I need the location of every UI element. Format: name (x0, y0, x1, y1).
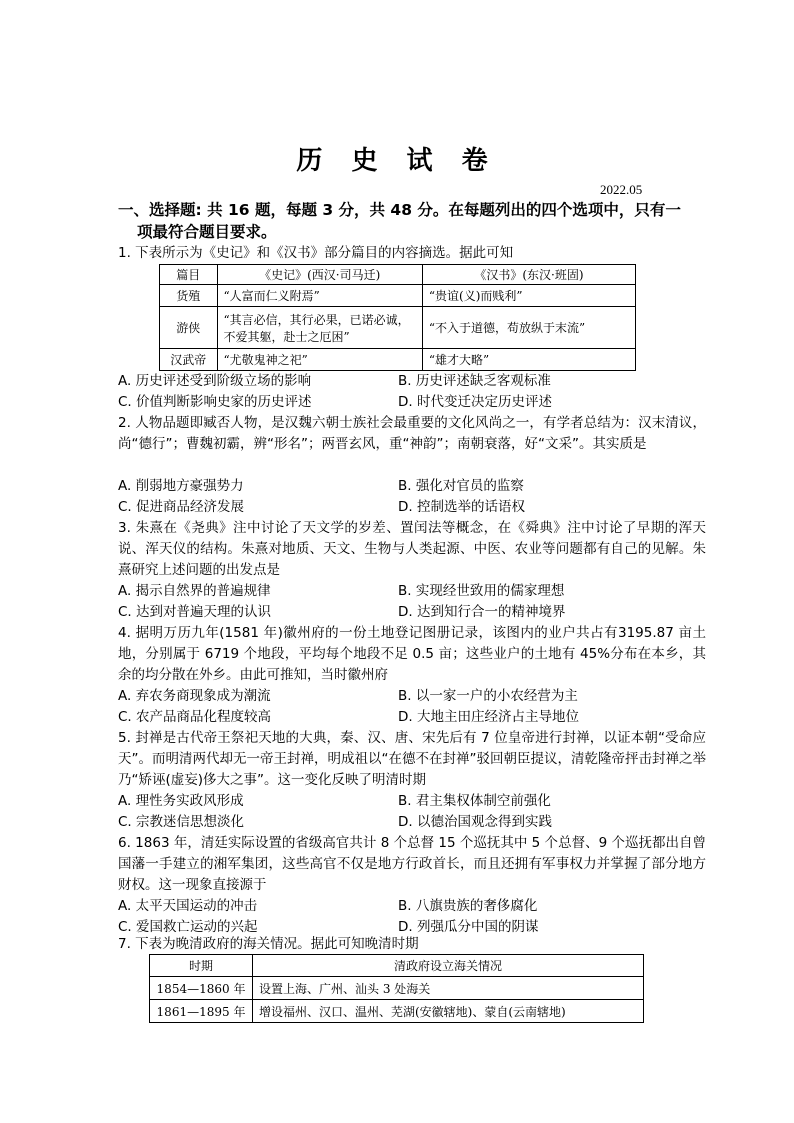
table-header: 《汉书》(东汉·班固) (422, 265, 635, 285)
table-cell: 1861—1895 年 (150, 1000, 253, 1023)
question-3-stem: 3. 朱熹在《尧典》注中讨论了天文学的岁差、置闰法等概念，在《舜典》注中讨论了早期的浑天说、浑天仪的结构。朱熹对地质、天文、生物与人类起源、中医、农业等问题都有自己的见解。朱熹研究上述问题的出发点是 (118, 520, 706, 578)
option-b: B. 实现经世致用的儒家理想 (398, 583, 565, 599)
table-cell: 游侠 (160, 307, 218, 349)
question-2-options (118, 476, 706, 518)
table-row (160, 349, 636, 371)
question-7-stem: 7. 下表为晚清政府的海关情况。据此可知晚清时期 (118, 936, 419, 952)
option-a: A. 揭示自然界的普遍规律 (118, 583, 271, 599)
table-header-row (150, 955, 644, 977)
table-cell: “尤敬鬼神之祀” (217, 349, 422, 371)
table-cell: 设置上海、广州、汕头 3 处海关 (253, 977, 644, 1000)
table-cell: 增设福州、汉口、温州、芜湖(安徽辖地)、蒙自(云南辖地) (253, 1000, 644, 1023)
table-cell: 1854—1860 年 (150, 977, 253, 1000)
option-c: C. 促进商品经济发展 (118, 499, 245, 515)
table-cell: 汉武帝 (160, 349, 218, 371)
question-6-stem: 6. 1863 年，清廷实际设置的省级高官共计 8 个总督 15 个巡抚其中 5 个总督、9 个巡抚都出自曾国藩一手建立的湘军集团，这些高官不仅是地方行政首长，而且还拥有军事权力并掌握了部分地方财权。这一现象直接源于 (118, 835, 706, 893)
option-d: D. 控制选举的话语权 (398, 499, 525, 515)
question-2-stem: 2. 人物品题即臧否人物，是汉魏六朝士族社会最重要的文化风尚之一，有学者总结为：汉末清议，尚“德行”；曹魏初霸，辨“形名”；两晋玄风，重“神韵”；南朝衰落，好“文采”。其实质是 (118, 415, 706, 452)
option-c: C. 达到对普遍天理的认识 (118, 604, 272, 620)
table-cell: “其言必信，其行必果，已诺必诚，不爱其躯，赴士之厄困” (217, 307, 422, 349)
section-heading-line1: 一、选择题: 共 16 题，每题 3 分，共 48 分。在每题列出的四个选项中，只有一 (118, 201, 681, 219)
table-row (150, 1000, 644, 1023)
question-7-table (149, 954, 644, 1023)
table-row (160, 307, 636, 349)
option-d: D. 以德治国观念得到实践 (398, 814, 552, 830)
table-cell: “贵谊(义)而贱利” (422, 285, 635, 307)
table-header: 清政府设立海关情况 (253, 955, 644, 977)
option-a: A. 理性务实政风形成 (118, 793, 244, 809)
section-heading (118, 199, 708, 243)
table-cell: “不入于道德，苟放纵于末流” (422, 307, 635, 349)
option-a: A. 太平天国运动的冲击 (118, 898, 258, 914)
option-d: D. 列强瓜分中国的阴谋 (398, 919, 539, 935)
option-a: A. 历史评述受到阶级立场的影响 (118, 373, 312, 389)
table-row (160, 285, 636, 307)
option-a: A. 弃农务商现象成为潮流 (118, 688, 271, 704)
option-d: D. 大地主田庄经济占主导地位 (398, 709, 579, 725)
question-6-options (118, 896, 706, 938)
option-c: C. 宗教迷信思想淡化 (118, 814, 245, 830)
question-4-options (118, 686, 706, 728)
option-c: C. 农产品商品化程度较高 (118, 709, 272, 725)
option-b: B. 八旗贵族的奢侈腐化 (398, 898, 538, 914)
table-header: 时期 (150, 955, 253, 977)
question-1-options (118, 371, 706, 413)
exam-date: 2022.05 (600, 182, 643, 197)
table-header: 《史记》(西汉·司马迁) (217, 265, 422, 285)
option-c: C. 爱国救亡运动的兴起 (118, 919, 258, 935)
table-cell: 货殖 (160, 285, 218, 307)
question-1-stem: 1. 下表所示为《史记》和《汉书》部分篇目的内容摘选。据此可知 (118, 245, 514, 261)
question-1-table (159, 264, 636, 371)
option-b: B. 历史评述缺乏客观标准 (398, 373, 551, 389)
option-b: B. 强化对官员的监察 (398, 478, 524, 494)
question-5-stem: 5. 封禅是古代帝王祭祀天地的大典，秦、汉、唐、宋先后有 7 位皇帝进行封禅，以证本朝“受命应天”。而明清两代却无一帝王封禅，明成祖以“在德不在封禅”驳回朝臣提议，清乾隆帝抨击封禅之举乃“矫诬(虚妄)侈大之事”。这一变化反映了明清时期 (118, 730, 706, 788)
option-d: D. 时代变迁决定历史评述 (398, 394, 552, 410)
question-5-options (118, 791, 706, 833)
section-heading-line2: 项最符合题目要求。 (137, 223, 277, 241)
table-cell: “人富而仁义附焉” (217, 285, 422, 307)
question-3-options (118, 581, 706, 623)
table-header: 篇目 (160, 265, 218, 285)
option-c: C. 价值判断影响史家的历史评述 (118, 394, 312, 410)
table-row (150, 977, 644, 1000)
option-a: A. 削弱地方豪强势力 (118, 478, 244, 494)
table-cell: “雄才大略” (422, 349, 635, 371)
question-4-stem: 4. 据明万历九年(1581 年)徽州府的一份土地登记图册记录，该图内的业户共占有3195.87 亩土地，分别属于 6719 个地段，平均每个地段不足 0.5 亩；这些业户的土地有 45%分布在本乡，其余的均分散在外乡。由此可推知，当时徽州府 (118, 625, 706, 683)
table-header-row (160, 265, 636, 285)
option-b: B. 君主集权体制空前强化 (398, 793, 551, 809)
page-title: 历 史 试 卷 (296, 146, 498, 176)
option-b: B. 以一家一户的小农经营为主 (398, 688, 578, 704)
option-d: D. 达到知行合一的精神境界 (398, 604, 566, 620)
